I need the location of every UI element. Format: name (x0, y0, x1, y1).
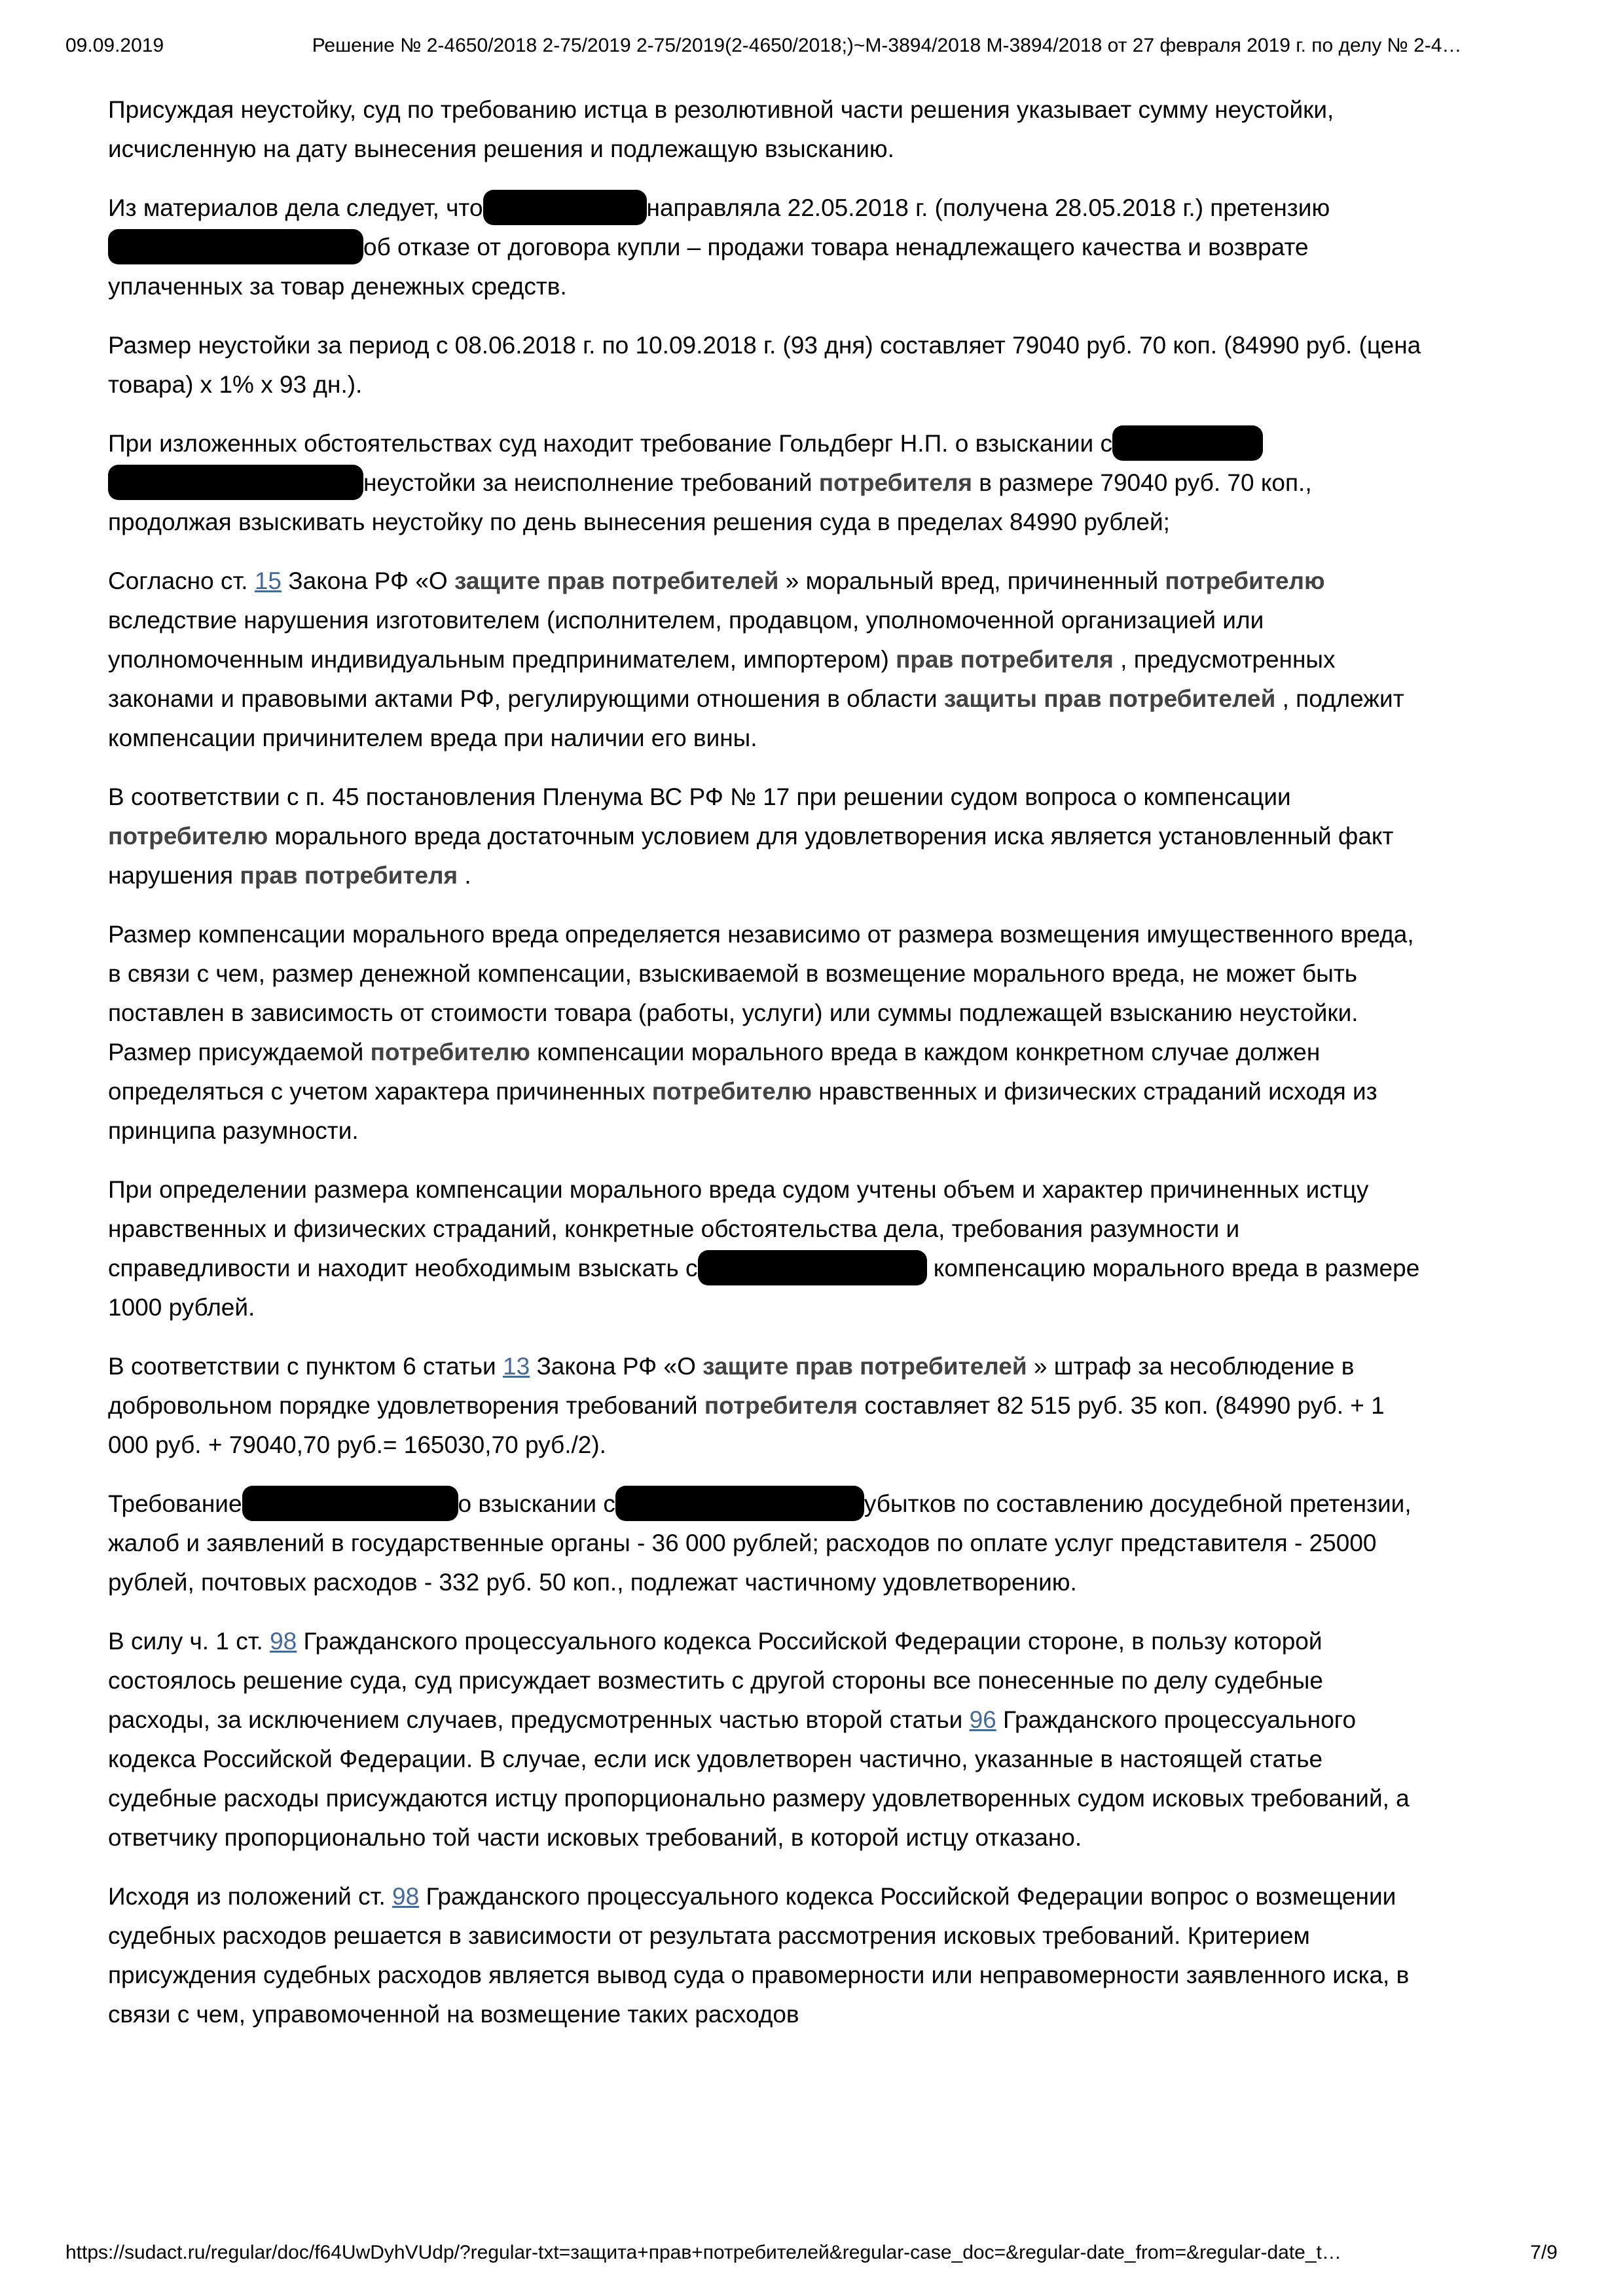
text-segment: нравственных и физических страданий исходя из принципа разумности. (108, 1078, 1377, 1144)
paragraph (108, 1347, 1425, 1465)
text-segment: В соответствии с пунктом 6 статьи (108, 1353, 503, 1380)
paragraph (108, 915, 1425, 1151)
print-footer (65, 2241, 1558, 2265)
paragraph (108, 188, 1425, 306)
paragraph (108, 1622, 1425, 1857)
keyword-highlight: потребителю (370, 1039, 530, 1066)
source-url: https://sudact.ru/regular/doc/f64UwDyhVUdp/?regular-txt=защита+прав+потребителей&regular-case_doc=&regular-date_from=&regular-date_t… (65, 2242, 1341, 2263)
text-segment: Согласно ст. (108, 567, 255, 594)
text-segment: убытков по составлению досудебной претензии, жалоб и заявлений в государственные органы - 36 000 рублей; расходов по оплате услуг представителя - 25000 рублей, почтовых расходов - 332 руб. 50 коп., подлежат частичному удовлетворению. (108, 1490, 1412, 1596)
text-segment: » штраф за несоблюдение в добровольном порядке удовлетворения требований (108, 1353, 1355, 1419)
paragraph (108, 90, 1425, 169)
redaction-bar (483, 190, 647, 225)
article-link[interactable]: 13 (503, 1353, 530, 1380)
keyword-highlight: потребителя (818, 469, 973, 496)
paragraph (108, 326, 1425, 404)
article-link[interactable]: 15 (254, 567, 282, 594)
text-segment: Размер компенсации морального вреда определяется независимо от размера возмещения имущественного вреда, в связи с чем, размер денежной компенсации, взыскиваемой в возмещение морального вреда, не может быть поставлен в зависимость от стоимости товара (работы, услуги) или суммы подлежащей взысканию неустойки. Размер присуждаемой (108, 921, 1414, 1066)
document-title: Решение № 2-4650/2018 2-75/2019 2-75/2019(2-4650/2018;)~М-3894/2018 М-3894/2018 от 27 февраля 2019 г. по делу № 2-4… (312, 35, 1462, 56)
text-segment: морального вреда достаточным условием для удовлетворения иска является установленный факт нарушения (108, 823, 1394, 889)
keyword-highlight: прав потребителя (896, 646, 1114, 673)
keyword-highlight: защиты прав потребителей (943, 685, 1276, 712)
text-segment: При определении размера компенсации морального вреда судом учтены объем и характер причиненных истцу нравственных и физических страданий, конкретные обстоятельства дела, требования разумности и справедливости и находит необходимым взыскать с (108, 1176, 1369, 1282)
print-header (65, 34, 1558, 58)
article-link[interactable]: 98 (270, 1628, 297, 1655)
paragraph (108, 778, 1425, 895)
text-segment: Гражданского процессуального кодекса Российской Федерации стороне, в пользу которой состоялось решение суда, суд присуждает возместить с другой стороны все понесенные по делу судебные расходы, за исключением случаев, предусмотренных частью второй статьи (108, 1628, 1323, 1733)
keyword-highlight: потребителю (108, 823, 268, 850)
text-segment: , подлежит компенсации причинителем вреда при наличии его вины. (108, 685, 1404, 751)
paragraph (108, 1170, 1425, 1327)
text-segment: Гражданского процессуального кодекса Российской Федерации. В случае, если иск удовлетворен частично, указанные в настоящей статье судебные расходы присуждаются истцу пропорционально размеру удовлетворенных судом исковых требований, а ответчику пропорционально той части исковых требований, в которой истцу отказано. (108, 1706, 1410, 1851)
print-date: 09.09.2019 (65, 35, 164, 56)
document-body (108, 71, 1425, 2054)
paragraph (108, 562, 1425, 758)
redaction-bar (108, 465, 363, 500)
redaction-bar (698, 1250, 927, 1285)
text-segment: . (458, 862, 471, 889)
text-segment: Из материалов дела следует, что (108, 194, 483, 221)
text-segment: В соответствии с п. 45 постановления Пленума ВС РФ № 17 при решении судом вопроса о компенсации (108, 783, 1291, 810)
text-segment: Закона РФ «О (282, 567, 454, 594)
text-segment: При изложенных обстоятельствах суд находит требование Гольдберг Н.П. о взыскании с (108, 430, 1113, 457)
paragraph (108, 424, 1425, 542)
text-segment: составляет 82 515 руб. 35 коп. (84990 руб. + 1 000 руб. + 79040,70 руб.= 165030,70 руб./2). (108, 1392, 1385, 1458)
keyword-highlight: потребителю (651, 1078, 812, 1105)
article-link[interactable]: 96 (969, 1706, 996, 1733)
text-segment: вследствие нарушения изготовителем (исполнителем, продавцом, уполномоченной организацией или уполномоченным индивидуальным предпринимателем, импортером) (108, 607, 1264, 673)
text-segment: Присуждая неустойку, суд по требованию истца в резолютивной части решения указывает сумму неустойки, исчисленную на дату вынесения решения и подлежащую взысканию. (108, 96, 1334, 162)
redaction-bar (1112, 425, 1263, 461)
redaction-bar (615, 1486, 864, 1521)
keyword-highlight: защите прав потребителей (702, 1353, 1027, 1380)
text-segment: в размере 79040 руб. 70 коп., продолжая взыскивать неустойку по день вынесения решения суда в пределах 84990 рублей; (108, 469, 1312, 535)
text-segment: » моральный вред, причиненный (778, 567, 1165, 594)
keyword-highlight: потребителю (1165, 567, 1325, 594)
text-segment: Закона РФ «О (530, 1353, 703, 1380)
text-segment: компенсацию морального вреда в размере 1000 рублей. (108, 1255, 1420, 1321)
text-segment: Размер неустойки за период с 08.06.2018 г. по 10.09.2018 г. (93 дня) составляет 79040 руб. 70 коп. (84990 руб. (цена товара) х 1% х 93 дн.). (108, 332, 1421, 398)
text-segment: направляла 22.05.2018 г. (получена 28.05.2018 г.) претензию (646, 194, 1330, 221)
redaction-bar (108, 229, 363, 264)
text-segment: В силу ч. 1 ст. (108, 1628, 270, 1655)
keyword-highlight: потребителя (704, 1392, 858, 1419)
text-segment: Гражданского процессуального кодекса Российской Федерации вопрос о возмещении судебных расходов решается в зависимости от результата рассмотрения исковых требований. Критерием присуждения судебных расходов является вывод суда о правомерности или неправомерности заявленного иска, в связи с чем, управомоченной на возмещение таких расходов (108, 1883, 1410, 2028)
text-segment: об отказе от договора купли – продажи товара ненадлежащего качества и возврате уплаченных за товар денежных средств. (108, 234, 1309, 300)
paragraph (108, 1877, 1425, 2034)
keyword-highlight: защите прав потребителей (454, 567, 779, 594)
text-segment: Исходя из положений ст. (108, 1883, 393, 1910)
keyword-highlight: прав потребителя (240, 862, 458, 889)
article-link[interactable]: 98 (392, 1883, 420, 1910)
text-segment: о взыскании с (458, 1490, 615, 1517)
paragraph (108, 1484, 1425, 1602)
redaction-bar (242, 1486, 458, 1521)
text-segment: компенсации морального вреда в каждом конкретном случае должен определяться с учетом характера причиненных (108, 1039, 1321, 1105)
text-segment: Требование (108, 1490, 242, 1517)
page-indicator: 7/9 (1530, 2242, 1558, 2263)
text-segment: неустойки за неисполнение требований (363, 469, 819, 496)
text-segment: , предусмотренных законами и правовыми актами РФ, регулирующими отношения в области (108, 646, 1336, 712)
